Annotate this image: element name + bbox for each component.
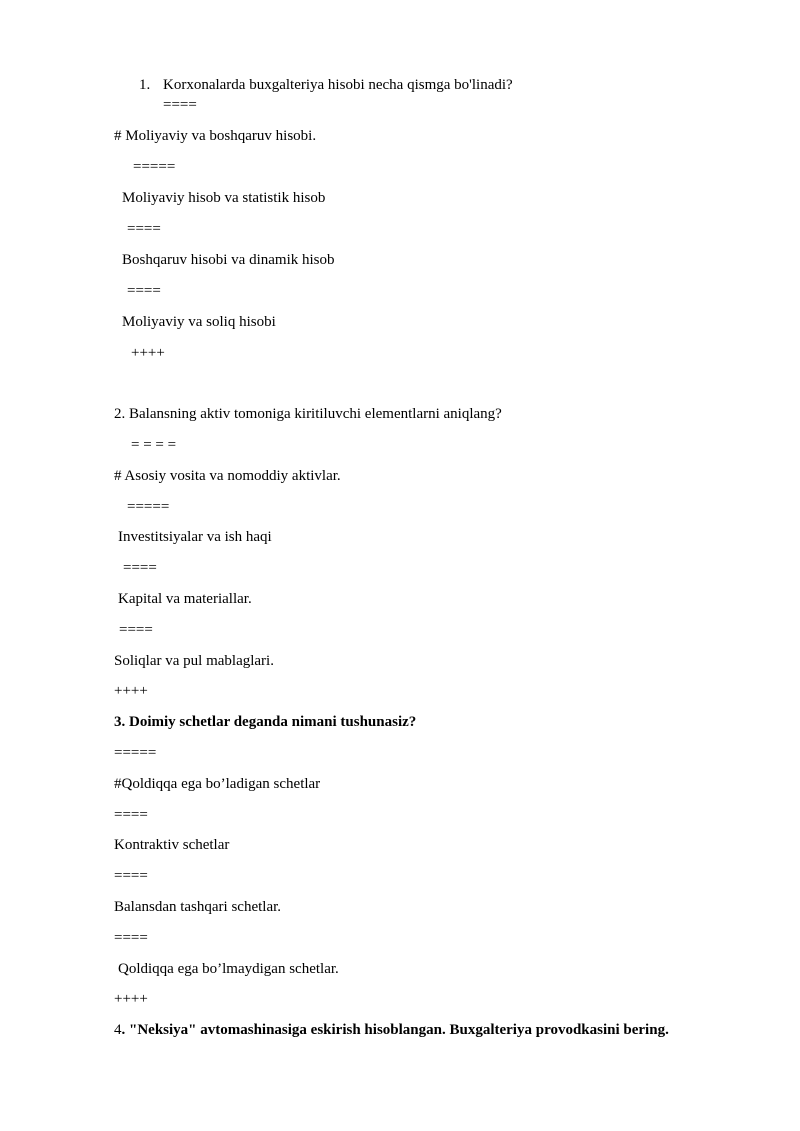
question-2-option-1: Investitsiyalar va ish haqi <box>118 529 272 545</box>
question-2-separator-option: ==== <box>123 560 157 576</box>
question-4-text: . "Neksiya" avtomashinasiga eskirish hisoblangan. Buxgalteriya provodkasini bering. <box>121 1022 669 1038</box>
question-1-option-2: Boshqaruv hisobi va dinamik hisob <box>122 252 335 268</box>
question-1-number: 1. <box>139 77 151 93</box>
question-3-separator-option: ==== <box>114 868 148 884</box>
question-3-separator-correct: ==== <box>114 807 148 823</box>
question-2-separator: = = = = <box>131 437 177 453</box>
question-4 <box>114 1021 669 1039</box>
question-1-separator: ==== <box>163 97 197 113</box>
question-1-option-1: Moliyaviy hisob va statistik hisob <box>122 190 326 206</box>
question-1-separator-option: ==== <box>127 221 161 237</box>
question-2-separator-correct: ===== <box>127 499 170 515</box>
question-2-end-marker: ++++ <box>114 683 148 699</box>
question-3-correct-answer: #Qoldiqqa ega bo’ladigan schetlar <box>114 776 321 792</box>
question-2-separator-option: ==== <box>119 622 153 638</box>
question-1-separator-correct: ===== <box>133 159 176 175</box>
question-4-number: 4 <box>114 1022 122 1038</box>
question-3-option-3: Qoldiqqa ega bo’lmaydigan schetlar. <box>118 961 339 977</box>
question-2-text: 2. Balansning aktiv tomoniga kiritiluvchi elementlarni aniqlang? <box>114 406 502 422</box>
question-3-end-marker: ++++ <box>114 991 148 1007</box>
question-3-separator-option: ==== <box>114 930 148 946</box>
question-3-option-2: Balansdan tashqari schetlar. <box>114 899 282 915</box>
question-2-correct-answer: # Asosiy vosita va nomoddiy aktivlar. <box>114 468 341 484</box>
question-1-correct-answer: # Moliyaviy va boshqaruv hisobi. <box>114 128 317 144</box>
question-3-separator: ===== <box>114 745 157 761</box>
question-1-end-marker: ++++ <box>131 345 165 361</box>
question-1-option-3: Moliyaviy va soliq hisobi <box>122 314 276 330</box>
question-2-option-2: Kapital va materiallar. <box>118 591 252 607</box>
question-1-separator-option: ==== <box>127 283 161 299</box>
question-3-text: 3. Doimiy schetlar deganda nimani tushunasiz? <box>114 714 417 730</box>
question-1-text: Korxonalarda buxgalteriya hisobi necha qismga bo'linadi? <box>163 77 513 93</box>
question-2-option-3: Soliqlar va pul mablaglari. <box>114 653 274 669</box>
question-3-option-1: Kontraktiv schetlar <box>114 837 230 853</box>
